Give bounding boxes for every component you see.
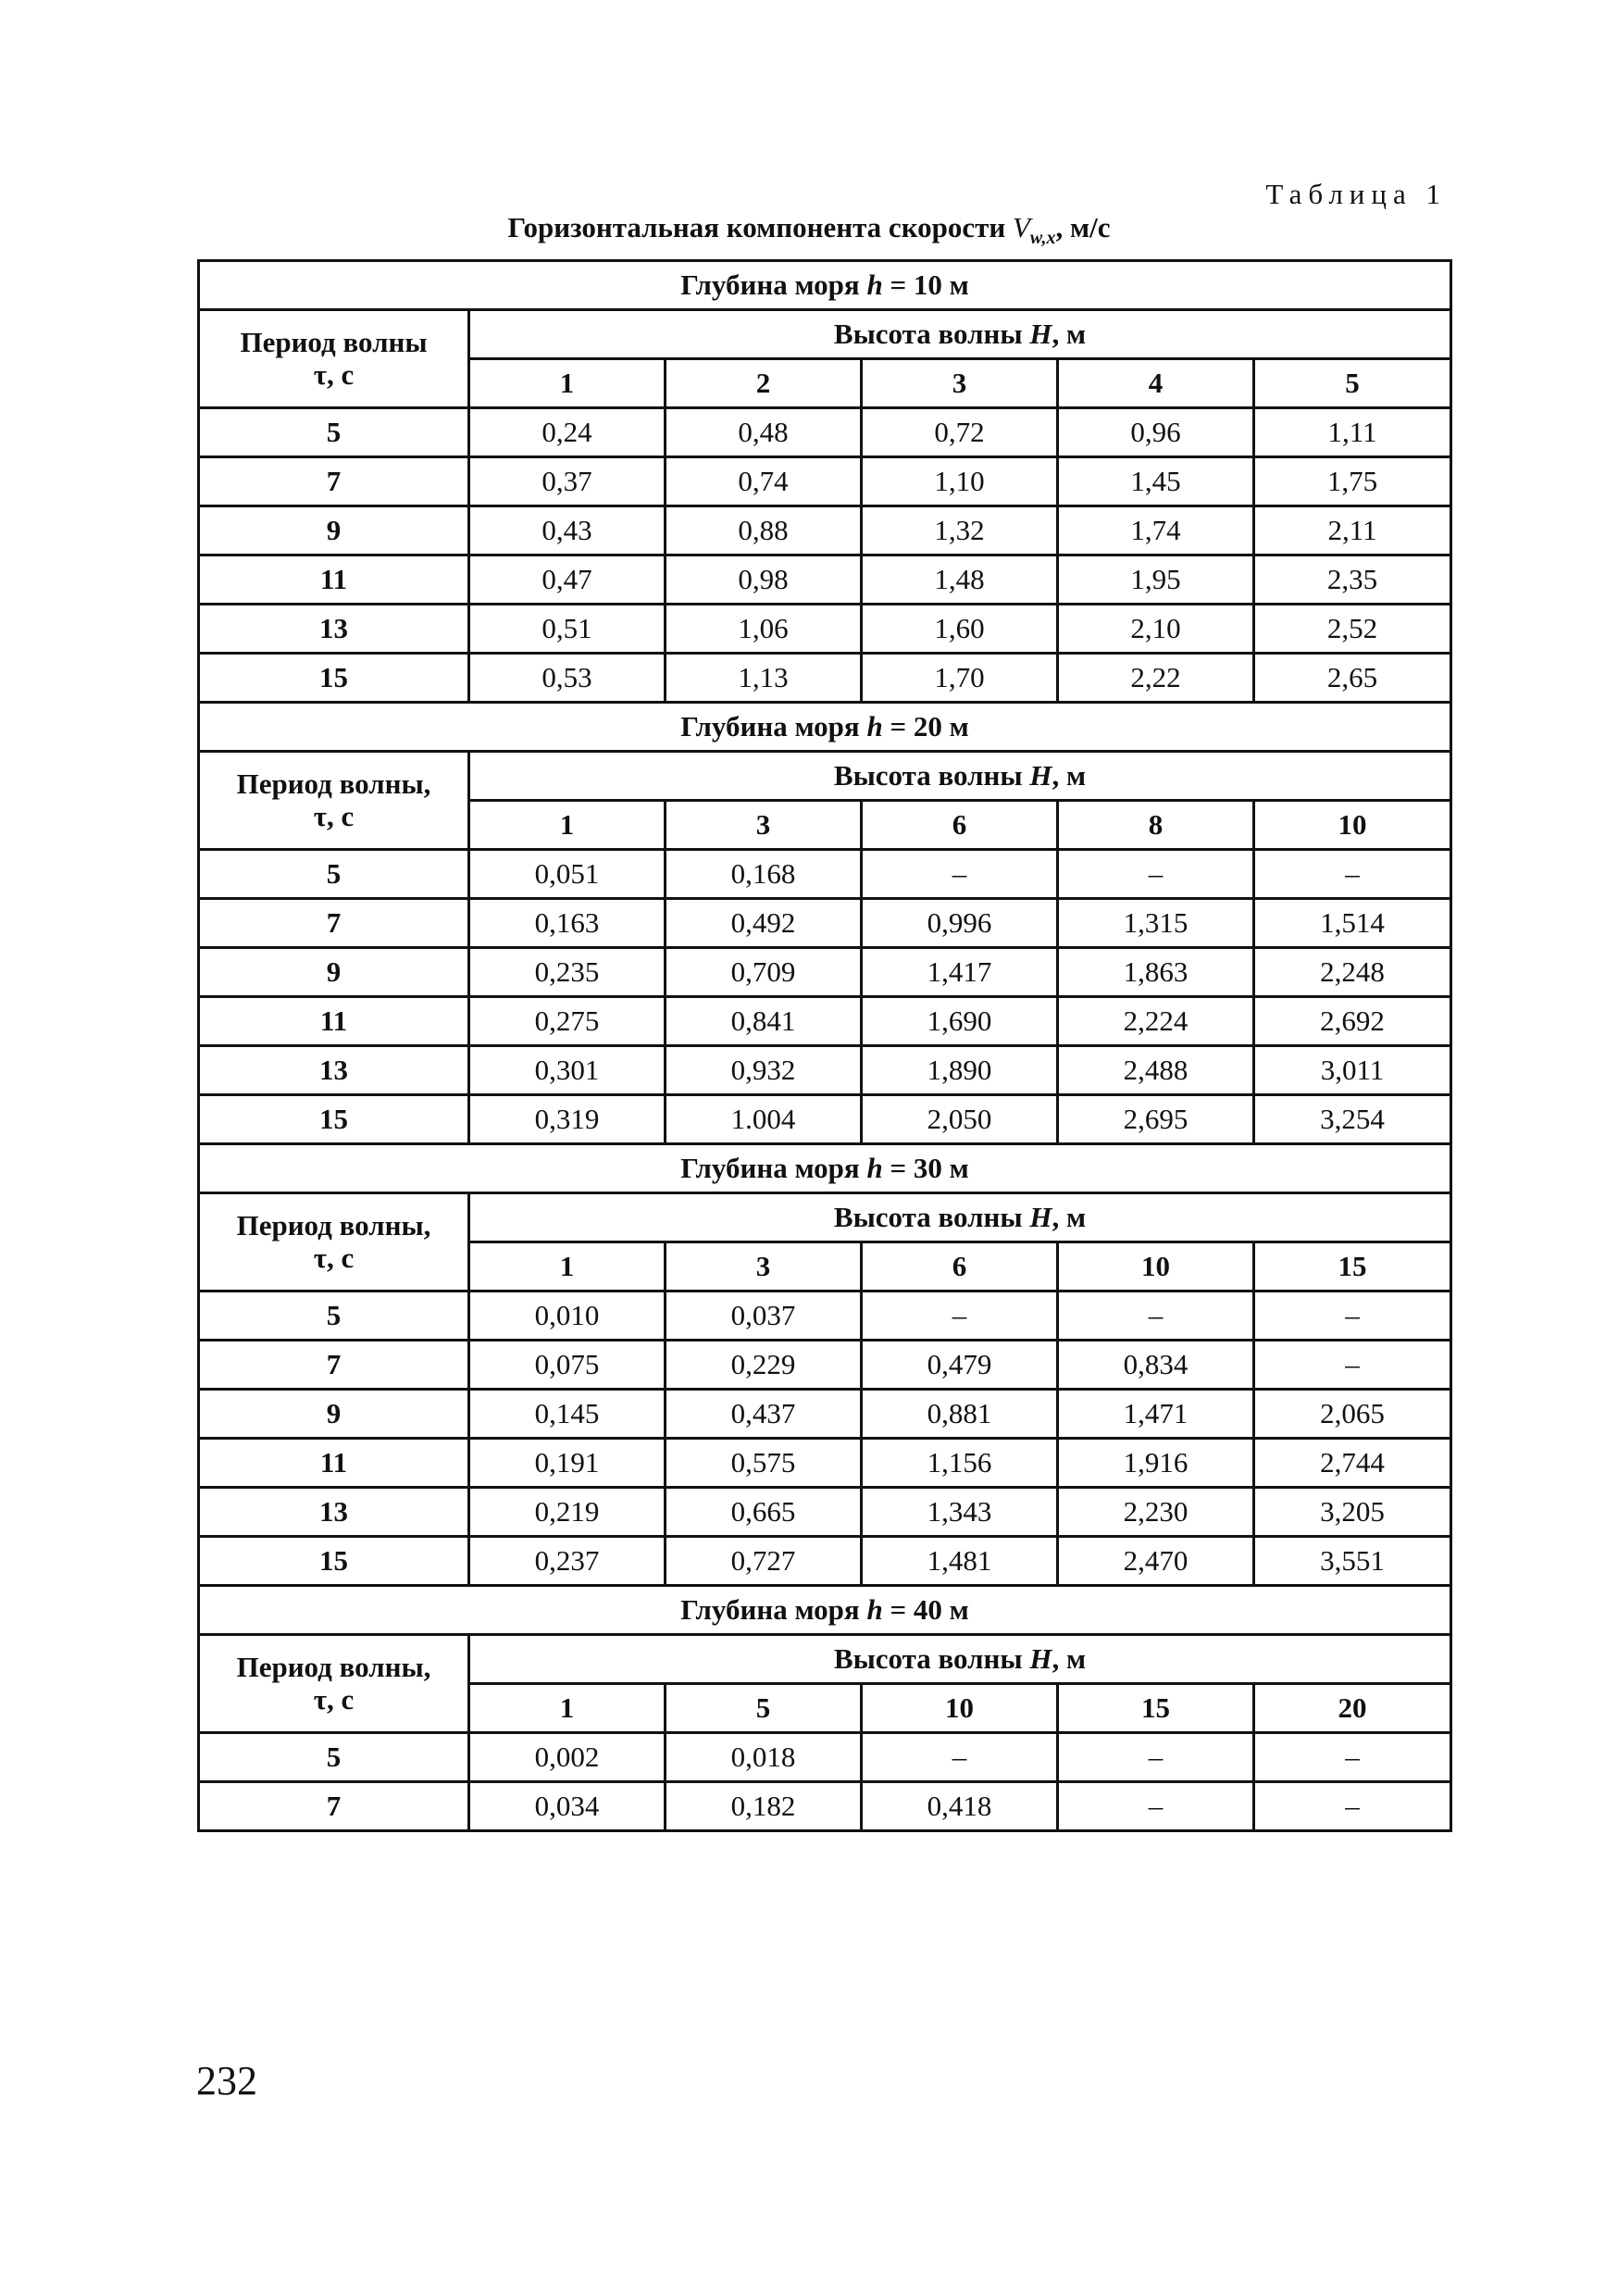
velocity-cell: – (862, 1733, 1058, 1782)
depth-header (199, 1586, 1451, 1635)
velocity-cell: 0,841 (666, 997, 862, 1046)
wave-height-value: 15 (1254, 1242, 1451, 1292)
velocity-cell: 0,010 (469, 1292, 666, 1341)
velocity-cell: 1,916 (1058, 1439, 1254, 1488)
wave-height-unit: , м (1052, 1641, 1087, 1675)
depth-symbol: h (866, 268, 883, 301)
wave-height-symbol: H (1029, 1200, 1052, 1233)
wave-height-value: 1 (469, 801, 666, 850)
velocity-cell: – (1254, 1782, 1451, 1831)
velocity-unit: , м/с (1055, 211, 1111, 243)
depth-symbol: h (866, 709, 883, 742)
velocity-cell: 3,551 (1254, 1537, 1451, 1586)
velocity-cell: 2,065 (1254, 1390, 1451, 1439)
depth-label: Глубина моря (680, 709, 867, 742)
velocity-cell: 0,932 (666, 1046, 862, 1095)
wave-height-header (469, 1193, 1451, 1242)
velocity-symbol: V (1012, 211, 1030, 243)
depth-header-row (199, 703, 1451, 752)
table-title-text: Горизонтальная компонента скорости (507, 211, 1006, 243)
velocity-cell: 0,53 (469, 654, 666, 703)
period-cell: 5 (199, 1292, 469, 1341)
period-cell: 5 (199, 850, 469, 899)
wave-height-value: 1 (469, 1684, 666, 1733)
velocity-cell: 1,95 (1058, 555, 1254, 605)
wave-height-value: 6 (862, 801, 1058, 850)
wave-height-symbol: H (1029, 758, 1052, 792)
depth-header-row (199, 1144, 1451, 1193)
velocity-table (197, 259, 1452, 1832)
velocity-cell: – (862, 1292, 1058, 1341)
velocity-cell: 2,52 (1254, 605, 1451, 654)
period-header-line1: Период волны, (236, 1209, 431, 1242)
period-cell: 15 (199, 1537, 469, 1586)
wave-height-label: Высота волны (833, 1641, 1030, 1675)
table-row (199, 605, 1451, 654)
velocity-cell: 1,10 (862, 457, 1058, 506)
velocity-cell: – (1058, 1292, 1254, 1341)
wave-height-value: 10 (862, 1684, 1058, 1733)
wave-height-value: 4 (1058, 359, 1254, 408)
depth-symbol: h (866, 1151, 883, 1184)
velocity-cell: 1.004 (666, 1095, 862, 1144)
velocity-cell: 2,744 (1254, 1439, 1451, 1488)
period-header-line2: τ, с (313, 799, 355, 832)
velocity-cell: 0,018 (666, 1733, 862, 1782)
period-header-line1: Период волны (240, 326, 428, 359)
period-cell: 9 (199, 506, 469, 555)
velocity-cell: 2,692 (1254, 997, 1451, 1046)
velocity-cell: 1,45 (1058, 457, 1254, 506)
velocity-cell: 0,182 (666, 1782, 862, 1831)
velocity-cell: 3,254 (1254, 1095, 1451, 1144)
velocity-cell: – (1254, 1733, 1451, 1782)
period-cell: 7 (199, 1341, 469, 1390)
table-row (199, 1046, 1451, 1095)
velocity-cell: 1,863 (1058, 948, 1254, 997)
depth-value: = 30 м (882, 1151, 969, 1184)
wave-height-unit: , м (1052, 317, 1087, 350)
period-cell: 13 (199, 605, 469, 654)
velocity-cell: 2,230 (1058, 1488, 1254, 1537)
table-row (199, 1537, 1451, 1586)
velocity-cell: 0,051 (469, 850, 666, 899)
wave-height-symbol: H (1029, 317, 1052, 350)
velocity-cell: 0,034 (469, 1782, 666, 1831)
wave-height-value: 20 (1254, 1684, 1451, 1733)
period-cell: 5 (199, 408, 469, 457)
table-row (199, 408, 1451, 457)
column-header-row (199, 1193, 1451, 1242)
period-cell: 7 (199, 1782, 469, 1831)
period-header-line2: τ, с (313, 1241, 355, 1274)
velocity-cell: 0,191 (469, 1439, 666, 1488)
depth-header-row (199, 1586, 1451, 1635)
velocity-cell: 0,665 (666, 1488, 862, 1537)
velocity-cell: 0,275 (469, 997, 666, 1046)
period-cell: 5 (199, 1733, 469, 1782)
table-row (199, 1390, 1451, 1439)
velocity-cell: 2,050 (862, 1095, 1058, 1144)
velocity-cell: – (1058, 1733, 1254, 1782)
table-row (199, 1341, 1451, 1390)
velocity-cell: 2,11 (1254, 506, 1451, 555)
wave-height-value: 10 (1254, 801, 1451, 850)
velocity-cell: 0,037 (666, 1292, 862, 1341)
depth-label: Глубина моря (680, 1592, 867, 1626)
velocity-cell: 1,315 (1058, 899, 1254, 948)
period-header (199, 310, 469, 408)
velocity-cell: 2,695 (1058, 1095, 1254, 1144)
velocity-cell: 1,75 (1254, 457, 1451, 506)
depth-value: = 20 м (882, 709, 969, 742)
velocity-cell: 0,37 (469, 457, 666, 506)
velocity-cell: 0,575 (666, 1439, 862, 1488)
table-row (199, 1782, 1451, 1831)
velocity-cell: 0,47 (469, 555, 666, 605)
wave-height-value: 6 (862, 1242, 1058, 1292)
velocity-cell: 2,65 (1254, 654, 1451, 703)
wave-height-header (469, 310, 1451, 359)
velocity-cell: 0,163 (469, 899, 666, 948)
depth-label: Глубина моря (680, 268, 867, 301)
period-cell: 13 (199, 1046, 469, 1095)
velocity-cell: 0,229 (666, 1341, 862, 1390)
velocity-cell: 1,417 (862, 948, 1058, 997)
wave-height-label: Высота волны (833, 758, 1030, 792)
velocity-cell: 0,96 (1058, 408, 1254, 457)
velocity-cell: 0,237 (469, 1537, 666, 1586)
table-title (0, 211, 1618, 249)
depth-header (199, 703, 1451, 752)
velocity-cell: – (1058, 1782, 1254, 1831)
wave-height-unit: , м (1052, 758, 1087, 792)
velocity-cell: 0,996 (862, 899, 1058, 948)
depth-value: = 40 м (882, 1592, 969, 1626)
velocity-cell: 1,343 (862, 1488, 1058, 1537)
velocity-cell: 1,48 (862, 555, 1058, 605)
column-header-row (199, 310, 1451, 359)
velocity-cell: 0,709 (666, 948, 862, 997)
wave-height-value: 5 (1254, 359, 1451, 408)
wave-height-header (469, 752, 1451, 801)
velocity-cell: 0,881 (862, 1390, 1058, 1439)
period-cell: 11 (199, 555, 469, 605)
table-row (199, 654, 1451, 703)
period-cell: 15 (199, 654, 469, 703)
wave-height-symbol: H (1029, 1641, 1052, 1675)
period-cell: 11 (199, 997, 469, 1046)
wave-height-value: 5 (666, 1684, 862, 1733)
velocity-cell: 0,43 (469, 506, 666, 555)
velocity-cell: – (1254, 1292, 1451, 1341)
velocity-cell: 0,075 (469, 1341, 666, 1390)
velocity-cell: 0,492 (666, 899, 862, 948)
table-label: Таблица 1 (1265, 178, 1447, 210)
table-row (199, 948, 1451, 997)
table-row (199, 555, 1451, 605)
velocity-cell: 0,479 (862, 1341, 1058, 1390)
velocity-cell: 0,48 (666, 408, 862, 457)
wave-height-label: Высота волны (833, 1200, 1030, 1233)
velocity-cell: 2,10 (1058, 605, 1254, 654)
velocity-cell: – (862, 850, 1058, 899)
velocity-cell: 2,35 (1254, 555, 1451, 605)
velocity-cell: 1,06 (666, 605, 862, 654)
wave-height-unit: , м (1052, 1200, 1087, 1233)
period-cell: 11 (199, 1439, 469, 1488)
period-cell: 7 (199, 457, 469, 506)
depth-label: Глубина моря (680, 1151, 867, 1184)
velocity-cell: 2,224 (1058, 997, 1254, 1046)
wave-height-value: 10 (1058, 1242, 1254, 1292)
period-header-line2: τ, с (313, 1682, 355, 1716)
table-row (199, 1095, 1451, 1144)
velocity-cell: 0,301 (469, 1046, 666, 1095)
period-header-line1: Период волны, (236, 767, 431, 801)
velocity-cell: 1,11 (1254, 408, 1451, 457)
table-row (199, 850, 1451, 899)
velocity-cell: 0,834 (1058, 1341, 1254, 1390)
velocity-cell: 0,24 (469, 408, 666, 457)
velocity-cell: 3,205 (1254, 1488, 1451, 1537)
period-cell: 7 (199, 899, 469, 948)
velocity-cell: 0,235 (469, 948, 666, 997)
velocity-cell: 0,002 (469, 1733, 666, 1782)
velocity-cell: 1,74 (1058, 506, 1254, 555)
velocity-cell: 0,219 (469, 1488, 666, 1537)
period-cell: 13 (199, 1488, 469, 1537)
velocity-cell: 0,319 (469, 1095, 666, 1144)
velocity-cell: 3,011 (1254, 1046, 1451, 1095)
velocity-cell: 1,471 (1058, 1390, 1254, 1439)
depth-header-row (199, 261, 1451, 310)
wave-height-label: Высота волны (833, 317, 1030, 350)
table-row (199, 1292, 1451, 1341)
velocity-cell: 0,88 (666, 506, 862, 555)
wave-height-value: 3 (666, 801, 862, 850)
column-header-row (199, 752, 1451, 801)
velocity-cell: 1,32 (862, 506, 1058, 555)
velocity-subscript: w,x (1029, 228, 1056, 249)
velocity-cell: – (1058, 850, 1254, 899)
table-row (199, 1439, 1451, 1488)
velocity-cell: 0,145 (469, 1390, 666, 1439)
wave-height-value: 1 (469, 359, 666, 408)
period-header (199, 1193, 469, 1292)
velocity-cell: 2,248 (1254, 948, 1451, 997)
velocity-cell: 1,890 (862, 1046, 1058, 1095)
velocity-cell: 0,168 (666, 850, 862, 899)
table-row (199, 1488, 1451, 1537)
depth-value: = 10 м (882, 268, 969, 301)
wave-height-value: 2 (666, 359, 862, 408)
page-number: 232 (196, 2058, 257, 2103)
velocity-cell: – (1254, 850, 1451, 899)
period-cell: 9 (199, 1390, 469, 1439)
velocity-cell: 0,51 (469, 605, 666, 654)
velocity-cell: 1,70 (862, 654, 1058, 703)
velocity-cell: 1,514 (1254, 899, 1451, 948)
wave-height-value: 1 (469, 1242, 666, 1292)
velocity-cell: 1,156 (862, 1439, 1058, 1488)
table-row (199, 997, 1451, 1046)
period-header (199, 1635, 469, 1733)
velocity-cell: – (1254, 1341, 1451, 1390)
period-cell: 9 (199, 948, 469, 997)
depth-header (199, 261, 1451, 310)
table-row (199, 899, 1451, 948)
velocity-cell: 1,481 (862, 1537, 1058, 1586)
velocity-cell: 2,470 (1058, 1537, 1254, 1586)
wave-height-value: 8 (1058, 801, 1254, 850)
velocity-cell: 1,13 (666, 654, 862, 703)
wave-height-header (469, 1635, 1451, 1684)
wave-height-value: 15 (1058, 1684, 1254, 1733)
depth-header (199, 1144, 1451, 1193)
table-row (199, 457, 1451, 506)
wave-height-value: 3 (862, 359, 1058, 408)
period-header-line1: Период волны, (236, 1651, 431, 1684)
period-header (199, 752, 469, 850)
velocity-cell: 1,60 (862, 605, 1058, 654)
velocity-cell: 0,98 (666, 555, 862, 605)
velocity-cell: 2,22 (1058, 654, 1254, 703)
period-header-line2: τ, с (313, 357, 355, 391)
velocity-cell: 0,727 (666, 1537, 862, 1586)
wave-height-value: 3 (666, 1242, 862, 1292)
velocity-cell: 1,690 (862, 997, 1058, 1046)
velocity-cell: 0,72 (862, 408, 1058, 457)
period-cell: 15 (199, 1095, 469, 1144)
velocity-table-body (199, 261, 1451, 1831)
table-row (199, 1733, 1451, 1782)
velocity-cell: 2,488 (1058, 1046, 1254, 1095)
velocity-cell: 0,74 (666, 457, 862, 506)
velocity-cell: 0,437 (666, 1390, 862, 1439)
table-row (199, 506, 1451, 555)
column-header-row (199, 1635, 1451, 1684)
velocity-cell: 0,418 (862, 1782, 1058, 1831)
depth-symbol: h (866, 1592, 883, 1626)
